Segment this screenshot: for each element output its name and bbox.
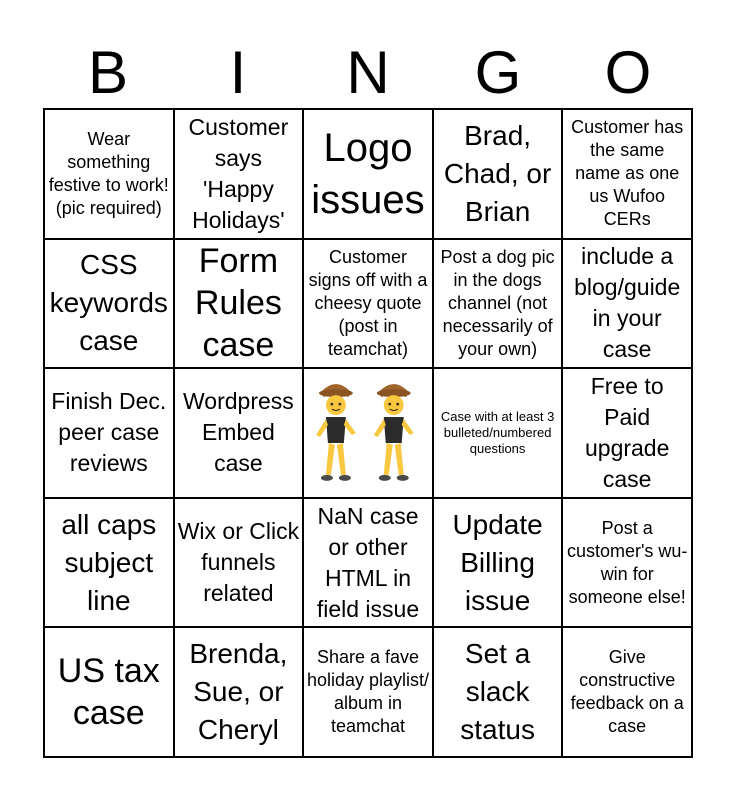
bingo-cell[interactable] bbox=[434, 628, 564, 758]
bingo-cell[interactable] bbox=[175, 499, 305, 629]
cell-text: include a blog/guide in your case bbox=[574, 243, 681, 363]
cell-text: all caps subject line bbox=[61, 508, 157, 616]
bingo-cell[interactable] bbox=[175, 628, 305, 758]
bingo-cell[interactable] bbox=[45, 240, 175, 370]
bingo-cell[interactable] bbox=[304, 240, 434, 370]
header-letter-o: O bbox=[604, 39, 652, 106]
cell-text: NaN case or other HTML in field issue bbox=[316, 502, 420, 622]
cell-text: Customer says 'Happy Holidays' bbox=[188, 113, 289, 233]
cell-text: Finish Dec. peer case reviews bbox=[51, 388, 167, 477]
cell-text: Case with at least 3 bulleted/numbered questions bbox=[440, 408, 555, 456]
cell-text: Brenda, Sue, or Cheryl bbox=[189, 638, 288, 746]
bingo-grid bbox=[43, 108, 693, 758]
header-letter-g: G bbox=[474, 39, 522, 106]
cell-text: Form Rules case bbox=[194, 242, 282, 365]
bingo-cell[interactable] bbox=[563, 499, 693, 629]
bingo-cell[interactable] bbox=[434, 499, 564, 629]
cell-text: Post a customer's wu-win for someone else! bbox=[566, 517, 688, 607]
bingo-cell[interactable] bbox=[45, 110, 175, 240]
cell-text: Share a fave holiday playlist/ album in teamchat bbox=[306, 647, 430, 737]
cell-text: Give constructive feedback on a case bbox=[570, 647, 684, 737]
bingo-cell[interactable] bbox=[45, 369, 175, 499]
bingo-cell[interactable] bbox=[175, 240, 305, 370]
bingo-cell[interactable] bbox=[304, 499, 434, 629]
cell-text: Wordpress Embed case bbox=[183, 388, 294, 477]
cell-text: Wear something festive to work! (pic required) bbox=[48, 128, 169, 218]
bingo-cell[interactable] bbox=[434, 240, 564, 370]
cell-text: Free to Paid upgrade case bbox=[584, 373, 670, 492]
cell-text: Logo issues bbox=[311, 125, 425, 222]
free-space-cell[interactable] bbox=[304, 369, 434, 499]
dancers-emoji-icon bbox=[306, 371, 430, 495]
bingo-cell[interactable] bbox=[563, 110, 693, 240]
cell-text: Post a dog pic in the dogs channel (not necessarily of your own) bbox=[440, 246, 555, 359]
bingo-cell[interactable] bbox=[175, 369, 305, 499]
header-letter-b: B bbox=[87, 39, 129, 106]
cell-text: Wix or Click funnels related bbox=[177, 518, 300, 607]
cell-text: Update Billing issue bbox=[452, 508, 543, 616]
bingo-cell[interactable] bbox=[434, 369, 564, 499]
bingo-cell[interactable] bbox=[563, 628, 693, 758]
cell-text: Customer has the same name as one us Wufoo CERs bbox=[571, 117, 684, 230]
bingo-cell[interactable] bbox=[434, 110, 564, 240]
bingo-cell[interactable] bbox=[45, 628, 175, 758]
header-letter-n: N bbox=[346, 39, 390, 106]
cell-text: Customer signs off with a cheesy quote (post in teamchat) bbox=[308, 246, 428, 359]
bingo-cell[interactable] bbox=[304, 110, 434, 240]
bingo-cell[interactable] bbox=[304, 628, 434, 758]
cell-text: Set a slack status bbox=[460, 638, 535, 746]
bingo-header bbox=[43, 38, 693, 108]
bingo-cell[interactable] bbox=[175, 110, 305, 240]
header-letter-i: I bbox=[229, 39, 247, 106]
cell-text: CSS keywords case bbox=[49, 249, 168, 357]
bingo-cell[interactable] bbox=[563, 240, 693, 370]
cell-text: US tax case bbox=[57, 652, 160, 733]
bingo-cell[interactable] bbox=[563, 369, 693, 499]
cell-text: Brad, Chad, or Brian bbox=[443, 119, 552, 227]
bingo-cell[interactable] bbox=[45, 499, 175, 629]
